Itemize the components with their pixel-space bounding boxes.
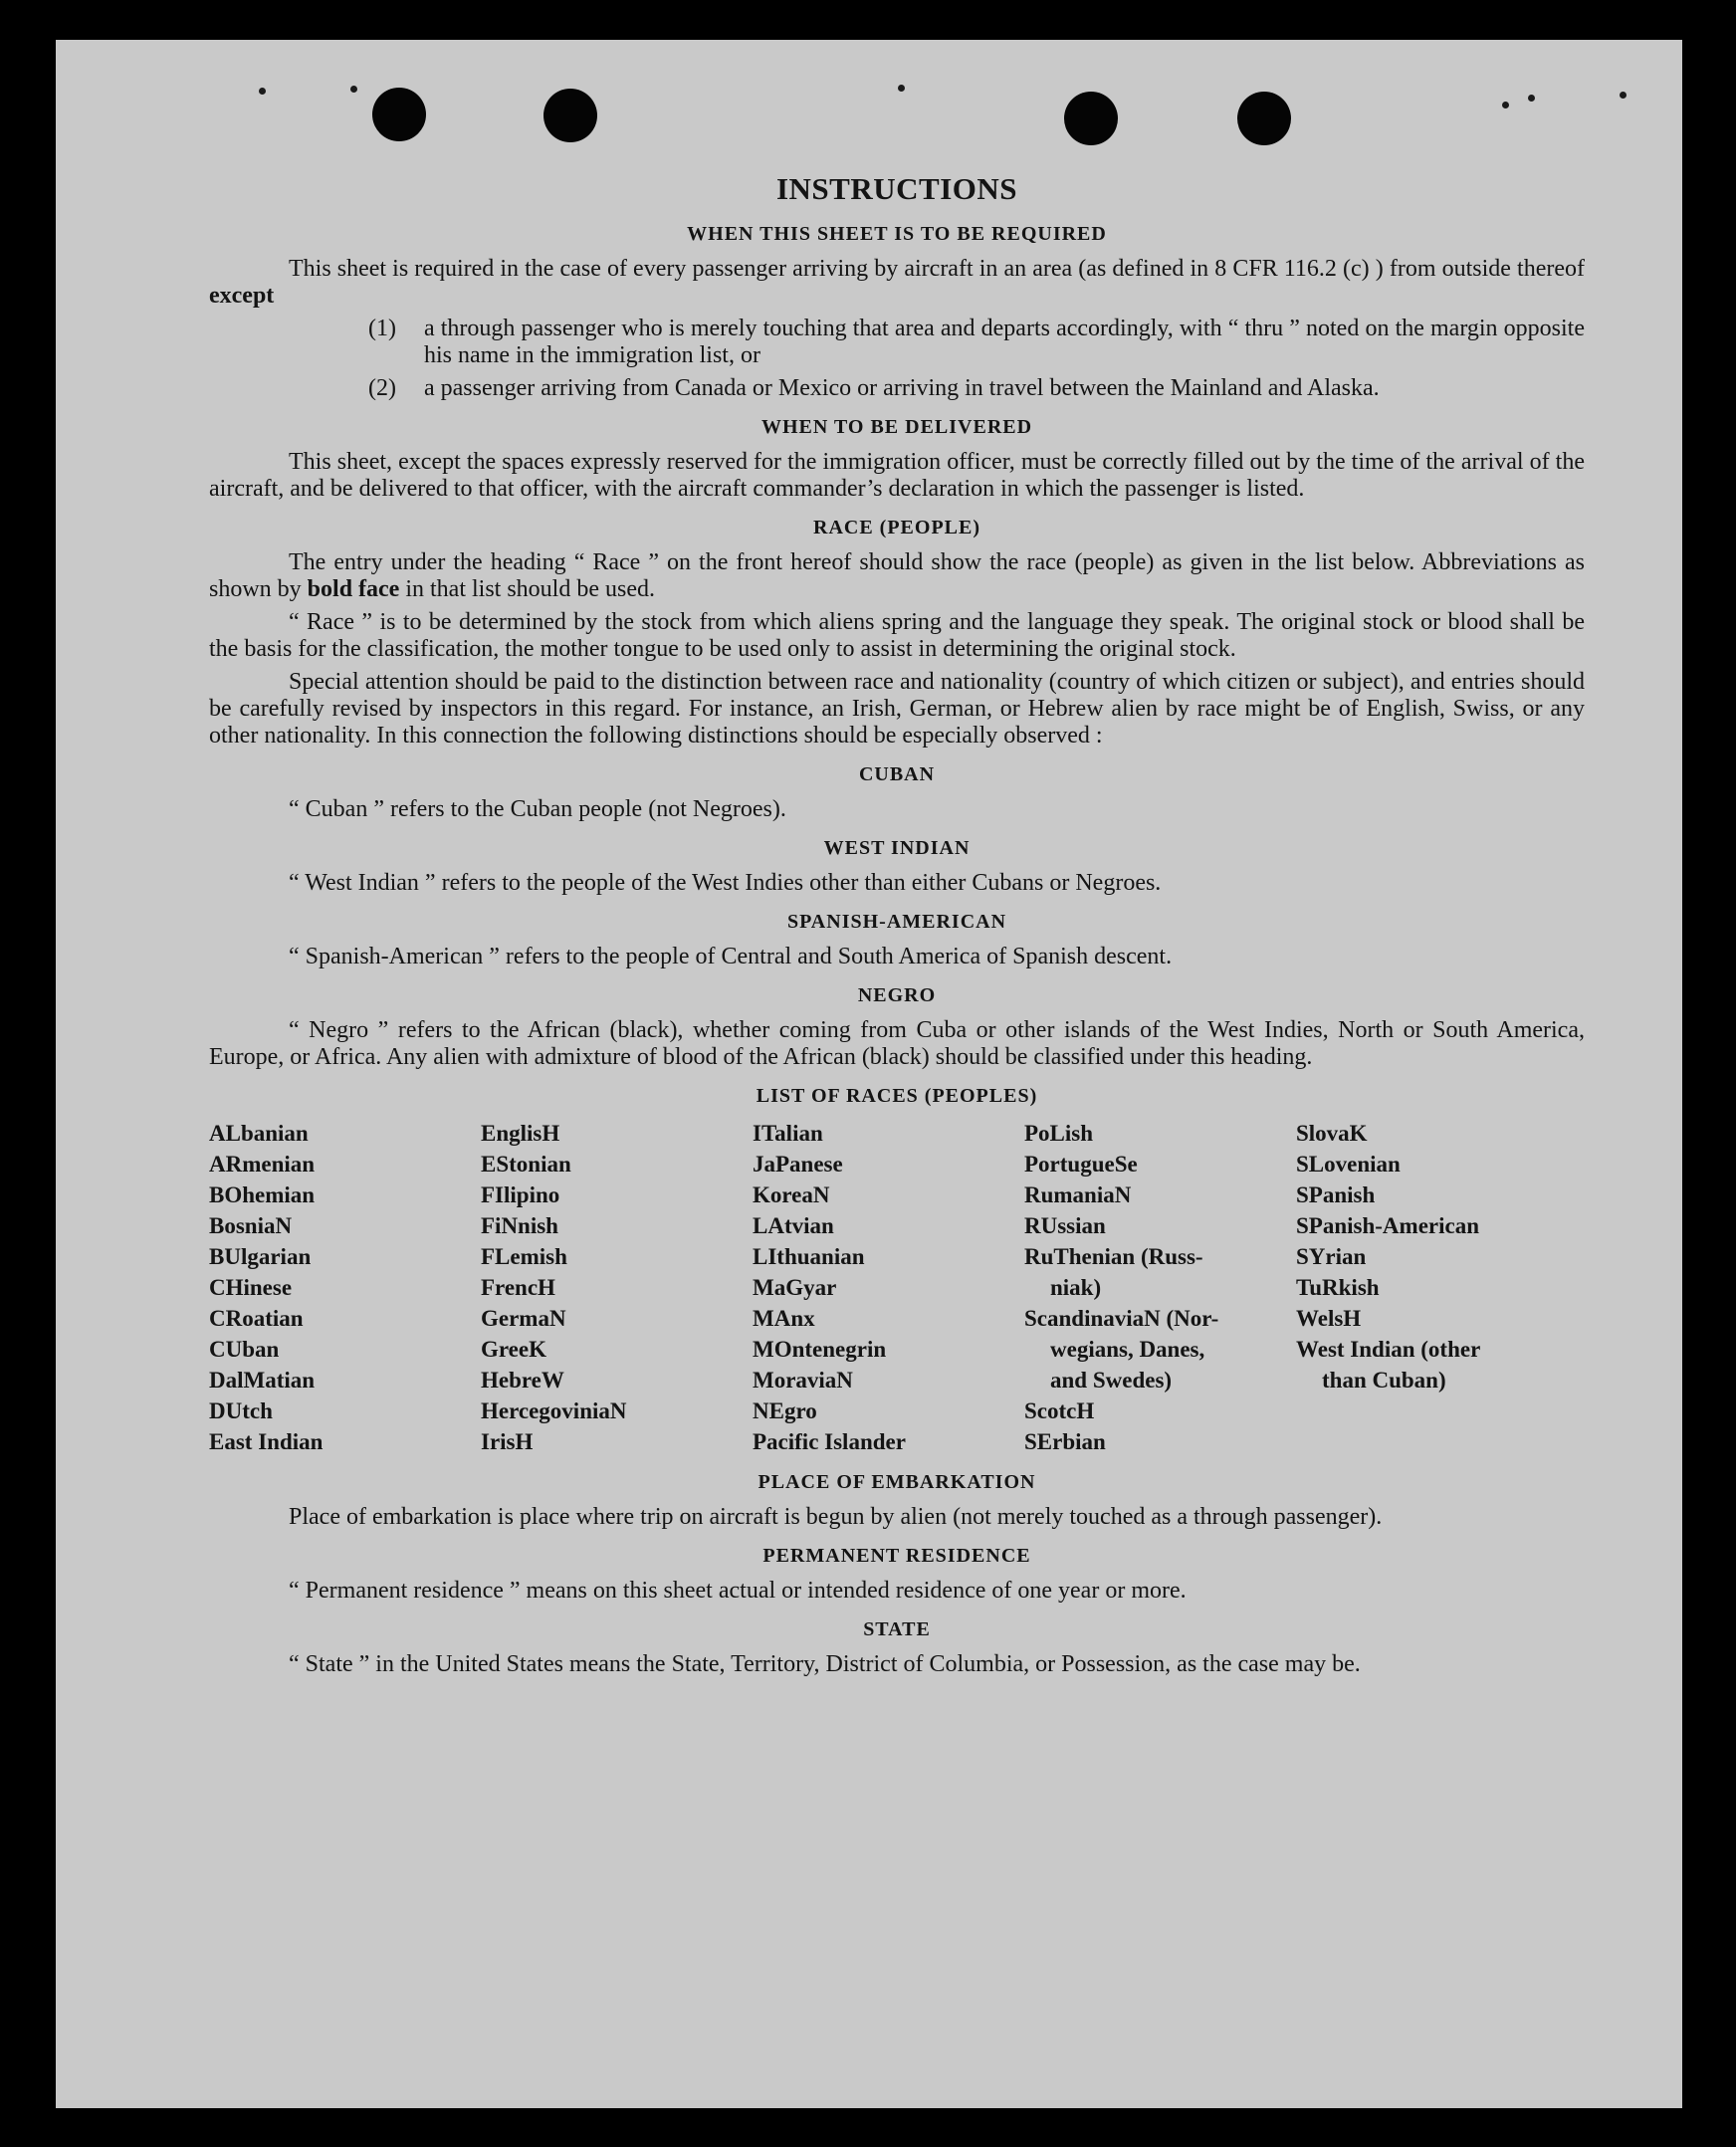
- race-item: MaGyar: [753, 1275, 837, 1300]
- para-negro: “ Negro ” refers to the African (black), whether coming from Cuba or other islands of the West Indies, North or South America, Europe, or Africa. Any alien with admixture of blood of the African (black) should be classified under this heading.: [209, 1017, 1585, 1070]
- race-item: FLemish: [481, 1244, 567, 1269]
- race-item: SYrian: [1296, 1244, 1367, 1269]
- races-column: [1024, 1118, 1296, 1457]
- speck-4: [1502, 102, 1509, 108]
- races-column: [481, 1118, 753, 1457]
- race-item: [1296, 1396, 1585, 1426]
- heading-state: STATE: [863, 1618, 931, 1640]
- para-residence: “ Permanent residence ” means on this sheet actual or intended residence of one year or more.: [289, 1578, 1187, 1604]
- race-item: RUssian: [1024, 1213, 1106, 1238]
- para-embarkation: Place of embarkation is place where trip on aircraft is begun by alien (not merely touched as a through passenger).: [289, 1504, 1383, 1530]
- races-list: [209, 1118, 1585, 1457]
- punch-hole-3: [1064, 92, 1118, 145]
- punch-hole-4: [1237, 92, 1291, 145]
- race-item: BUlgarian: [209, 1244, 312, 1269]
- race-item: West Indian (other: [1296, 1337, 1481, 1362]
- race-item: CHinese: [209, 1275, 293, 1300]
- heading-west-indian: WEST INDIAN: [823, 837, 971, 859]
- heading-when-delivered: WHEN TO BE DELIVERED: [760, 416, 1033, 438]
- punch-hole-2: [543, 89, 597, 142]
- except-word: except: [209, 283, 275, 309]
- para-race-1: The entry under the heading “ Race ” on the front hereof should show the race (people) as given in the list below. Abbreviations as shown by bold face in that list should be used.: [209, 549, 1585, 602]
- race-item: IrisH: [481, 1429, 534, 1454]
- race-item: PortugueSe: [1024, 1152, 1138, 1177]
- race-item: DalMatian: [209, 1368, 316, 1393]
- race-item: LIthuanian: [753, 1244, 865, 1269]
- race-item: CUban: [209, 1337, 280, 1362]
- speck-2: [350, 86, 357, 93]
- exception-item: (2) a passenger arriving from Canada or Mexico or arriving in travel between the Mainland and Alaska.: [368, 375, 1380, 401]
- race-item: [1296, 1426, 1585, 1457]
- speck-3: [898, 85, 905, 92]
- para-spanish-american: “ Spanish-American ” refers to the people of Central and South America of Spanish descent.: [289, 944, 1173, 969]
- para-race-3: Special attention should be paid to the distinction between race and nationality (country of which citizen or subject), and entries should be carefully revised by inspectors in this regard. For instance, an Irish, German, or Hebrew alien by race might be of English, Swiss, or any other nationality. In this connection the following distinctions should be especially observed :: [209, 669, 1585, 749]
- race-item: GermaN: [481, 1306, 566, 1331]
- race-item: FIlipino: [481, 1182, 560, 1207]
- race-item: TuRkish: [1296, 1275, 1380, 1300]
- speck-6: [1620, 92, 1627, 99]
- para-when-delivered: This sheet, except the spaces expressly reserved for the immigration officer, must be correctly filled out by the time of the arrival of the aircraft, and be delivered to that officer, with the aircraft commander’s declaration in which the passenger is listed.: [209, 449, 1585, 502]
- document-page: [56, 40, 1682, 2108]
- race-item: GreeK: [481, 1337, 546, 1362]
- race-item: EnglisH: [481, 1121, 560, 1146]
- races-column: [209, 1118, 481, 1457]
- race-item: FiNnish: [481, 1213, 558, 1238]
- races-column: [1296, 1118, 1585, 1457]
- race-item: ARmenian: [209, 1152, 316, 1177]
- race-item: than Cuban): [1322, 1368, 1446, 1393]
- para-cuban: “ Cuban ” refers to the Cuban people (not Negroes).: [289, 796, 786, 822]
- race-item: EStonian: [481, 1152, 571, 1177]
- race-item: ScotcH: [1024, 1398, 1095, 1423]
- race-item: RuThenian (Russ-: [1024, 1244, 1203, 1269]
- race-item: ITalian: [753, 1121, 823, 1146]
- speck-1: [259, 88, 266, 95]
- exception-item: (1) a through passenger who is merely touching that area and departs accordingly, with “ thru ” noted on the margin opposite his name in the immigration list, or: [368, 316, 1585, 368]
- race-item: FrencH: [481, 1275, 555, 1300]
- heading-cuban: CUBAN: [858, 763, 936, 785]
- exception-list: [209, 316, 1585, 402]
- race-item: WelsH: [1296, 1306, 1362, 1331]
- race-item: MOntenegrin: [753, 1337, 887, 1362]
- page-title: INSTRUCTIONS: [775, 171, 1017, 206]
- race-item: RumaniaN: [1024, 1182, 1132, 1207]
- race-item: SPanish: [1296, 1182, 1376, 1207]
- race-item: SPanish-American: [1296, 1213, 1479, 1238]
- heading-spanish-american: SPANISH-AMERICAN: [786, 911, 1007, 933]
- race-item: MAnx: [753, 1306, 815, 1331]
- instructions-text: [209, 169, 1585, 1684]
- heading-race: RACE (PEOPLE): [813, 517, 980, 538]
- race-item: and Swedes): [1050, 1368, 1173, 1393]
- race-item: KoreaN: [753, 1182, 830, 1207]
- race-item: DUtch: [209, 1398, 273, 1423]
- race-item: JaPanese: [753, 1152, 843, 1177]
- heading-negro: NEGRO: [857, 984, 937, 1006]
- speck-5: [1528, 95, 1535, 102]
- race-item: Pacific Islander: [753, 1429, 906, 1454]
- race-item: PoLish: [1024, 1121, 1094, 1146]
- race-item: East Indian: [209, 1429, 324, 1454]
- race-item: BosniaN: [209, 1213, 293, 1238]
- para-race-2: “ Race ” is to be determined by the stock from which aliens spring and the language they speak. The original stock or blood shall be the basis for the classification, the mother tongue to be used only to assist in determining the original stock.: [209, 609, 1585, 662]
- races-column: [753, 1118, 1024, 1457]
- race-item: SLovenian: [1296, 1152, 1401, 1177]
- race-item: niak): [1050, 1275, 1102, 1300]
- race-item: CRoatian: [209, 1306, 304, 1331]
- race-item: BOhemian: [209, 1182, 316, 1207]
- race-item: HebreW: [481, 1368, 564, 1393]
- race-item: SlovaK: [1296, 1121, 1368, 1146]
- punch-hole-1: [372, 88, 426, 141]
- race-item: MoraviaN: [753, 1368, 853, 1393]
- para-west-indian: “ West Indian ” refers to the people of the West Indies other than either Cubans or Negroes.: [289, 870, 1162, 896]
- race-item: wegians, Danes,: [1050, 1337, 1205, 1362]
- para-state: “ State ” in the United States means the State, Territory, District of Columbia, or Possession, as the case may be.: [289, 1651, 1361, 1677]
- heading-embarkation: PLACE OF EMBARKATION: [758, 1471, 1036, 1493]
- heading-residence: PERMANENT RESIDENCE: [762, 1545, 1031, 1567]
- para-when-required: This sheet is required in the case of every passenger arriving by aircraft in an area (as defined in 8 CFR 116.2 (c) ) from outside thereof except: [209, 256, 1585, 309]
- race-item: ALbanian: [209, 1121, 309, 1146]
- race-item: HercegoviniaN: [481, 1398, 627, 1423]
- race-item: ScandinaviaN (Nor-: [1024, 1306, 1219, 1331]
- heading-list-of-races: LIST OF RACES (PEOPLES): [756, 1085, 1038, 1107]
- race-item: LAtvian: [753, 1213, 834, 1238]
- race-item: SErbian: [1024, 1429, 1106, 1454]
- race-item: NEgro: [753, 1398, 817, 1423]
- heading-when-required: WHEN THIS SHEET IS TO BE REQUIRED: [687, 223, 1107, 245]
